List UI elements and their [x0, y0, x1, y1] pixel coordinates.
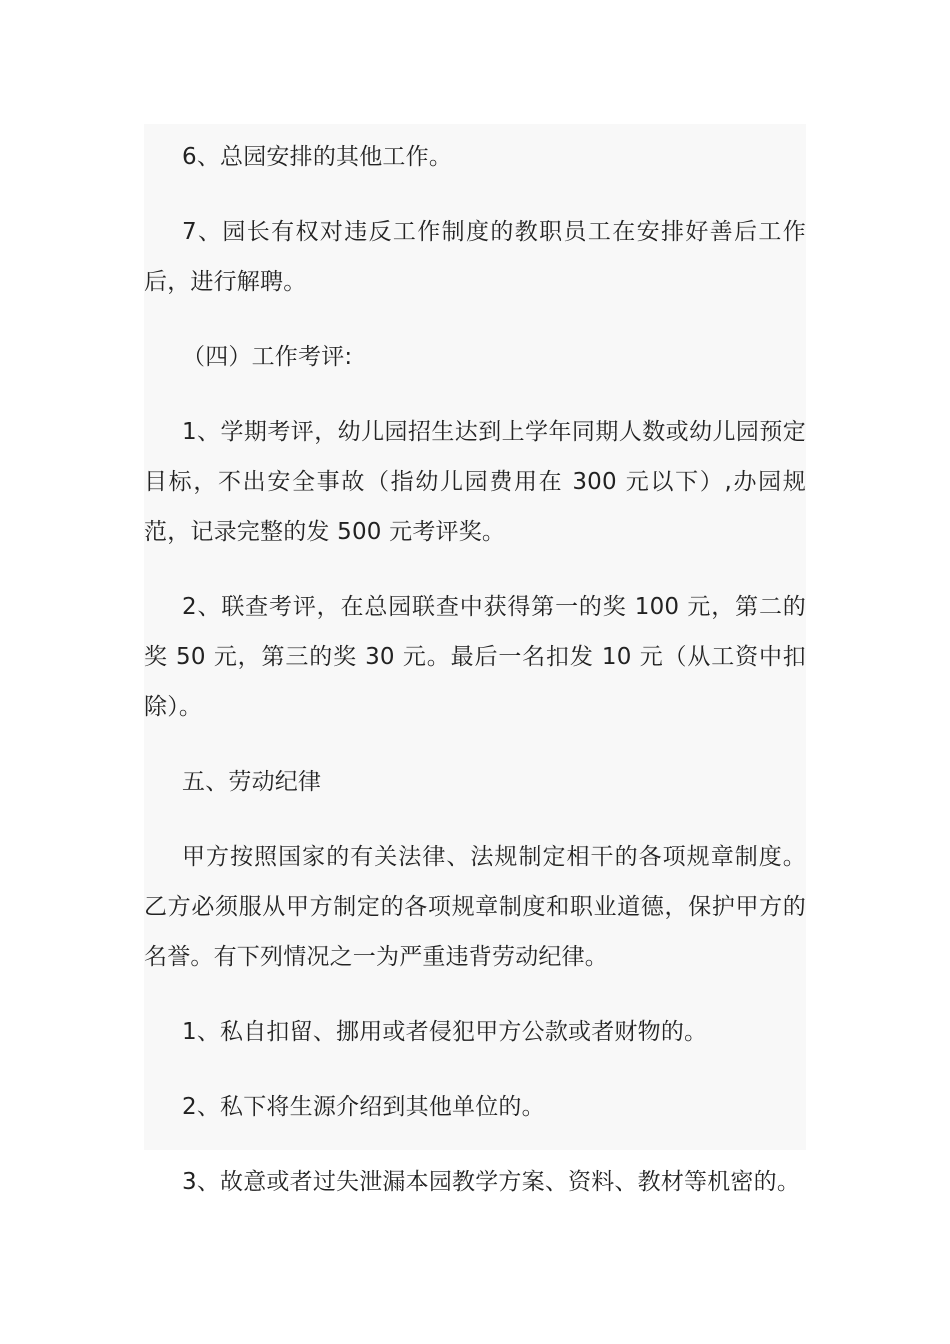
section-heading-labor-discipline: 五、劳动纪律	[182, 769, 322, 795]
paragraph-joint-evaluation: 2、联查考评，在总园联查中获得第一的奖 100 元，第二的奖 50 元，第三的奖 30 元。最后一名扣发 10 元（从工资中扣除）。	[144, 594, 806, 720]
paragraph-violation-1: 1、私自扣留、挪用或者侵犯甲方公款或者财物的。	[182, 1019, 708, 1045]
paragraph-labor-discipline-intro: 甲方按照国家的有关法律、法规制定相干的各项规章制度。乙方必须服从甲方制定的各项规章制度和职业道德，保护甲方的名誉。有下列情况之一为严重违背劳动纪律。	[144, 844, 806, 970]
paragraph-violation-3: 3、故意或者过失泄漏本园教学方案、资料、教材等机密的。	[182, 1169, 801, 1195]
section-heading-evaluation: （四）工作考评:	[182, 344, 353, 370]
paragraph-semester-evaluation: 1、学期考评，幼儿园招生达到上学年同期人数或幼儿园预定目标，不出安全事故（指幼儿园费用在 300 元以下）,办园规范，记录完整的发 500 元考评奖。	[144, 419, 806, 545]
paragraph-violation-2: 2、私下将生源介绍到其他单位的。	[182, 1094, 545, 1120]
document-body	[144, 124, 806, 1195]
paragraph-item-7: 7、园长有权对违反工作制度的教职员工在安排好善后工作后，进行解聘。	[144, 219, 806, 295]
paragraph-item-6: 6、总园安排的其他工作。	[182, 144, 453, 170]
